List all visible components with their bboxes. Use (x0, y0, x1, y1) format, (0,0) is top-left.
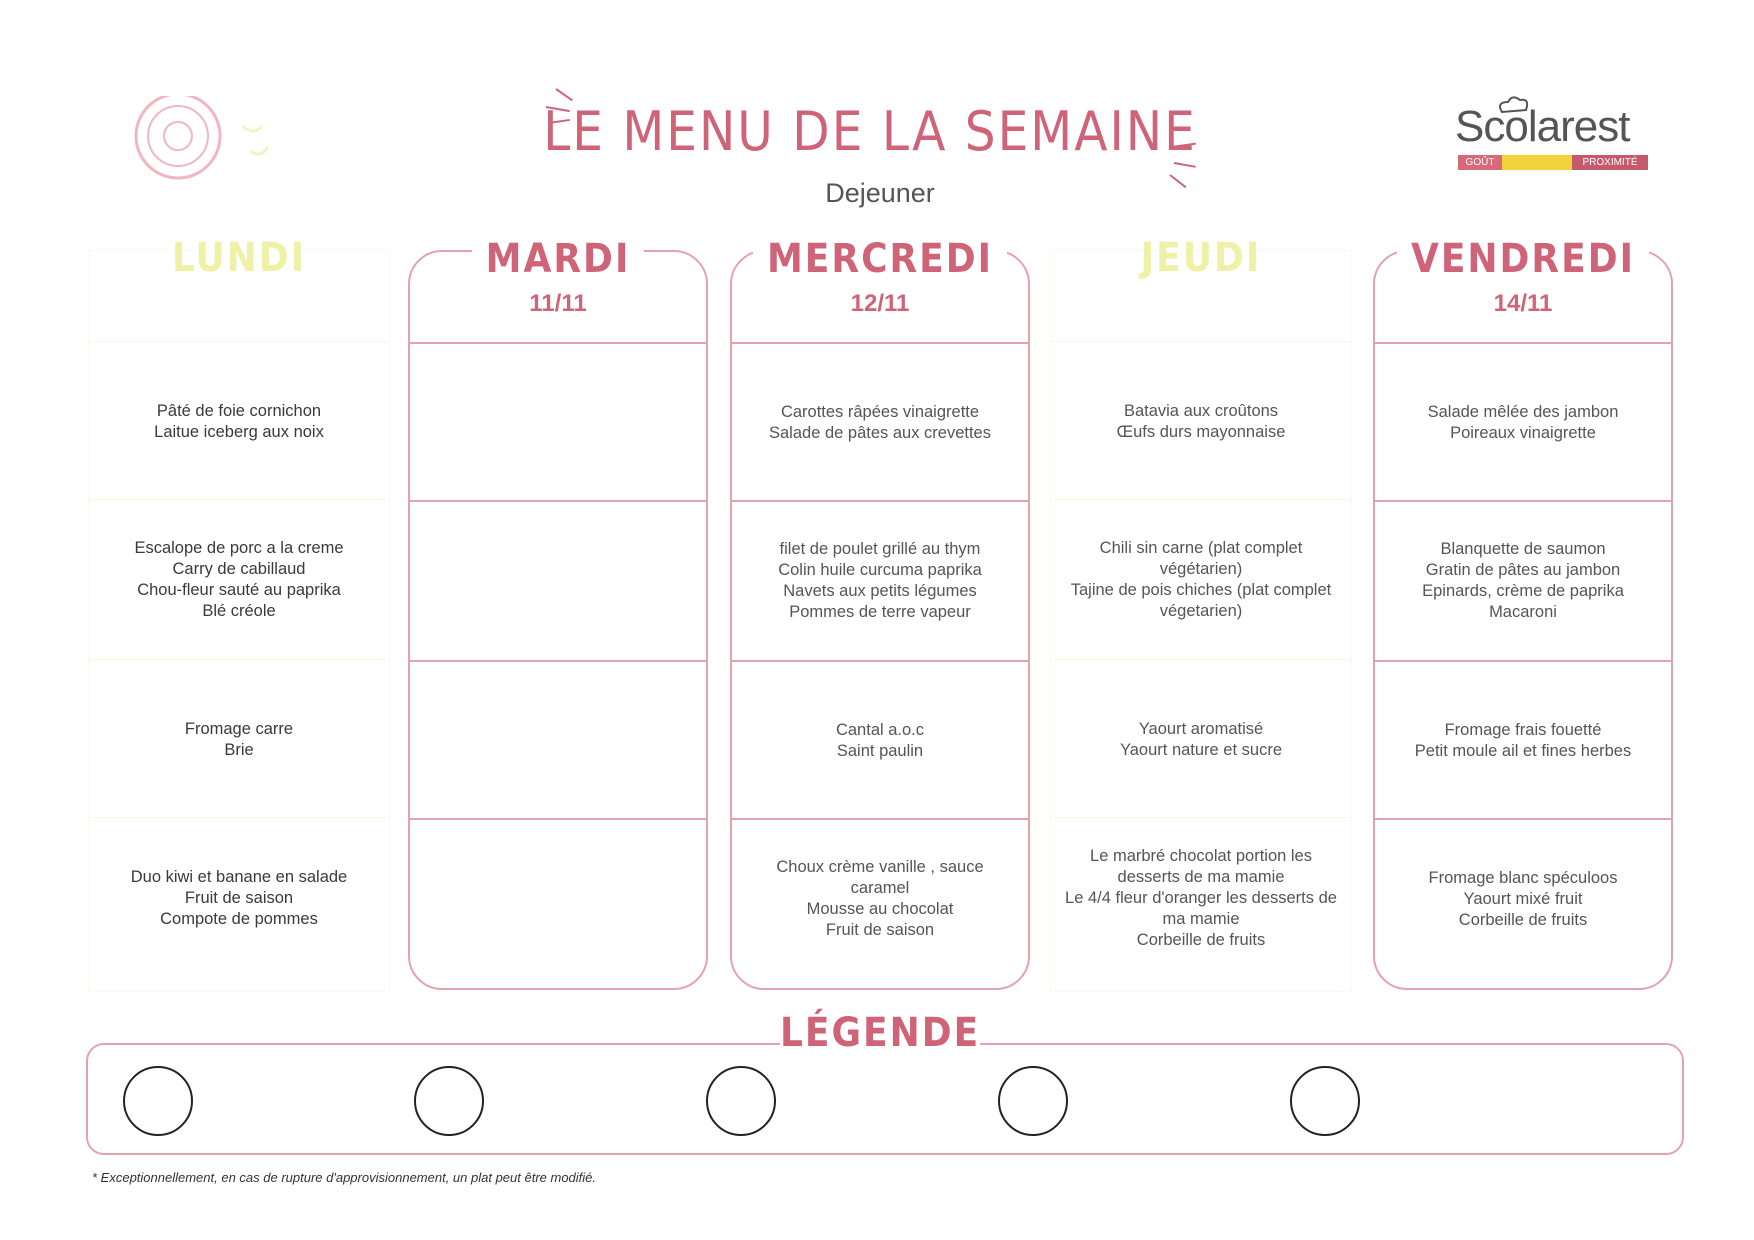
day-name (89, 235, 389, 281)
legend-box (86, 1043, 1684, 1155)
course-cell (1051, 343, 1351, 501)
menu-item: Le 4/4 fleur d'oranger les desserts de ma mamie (1065, 888, 1337, 928)
course-cell (732, 662, 1028, 820)
tagline-3: PROXIMITÉ (1572, 155, 1648, 170)
legend-circle (414, 1066, 484, 1136)
course-cell (732, 820, 1028, 978)
menu-item: Cantal a.o.c (835, 721, 925, 739)
menu-item: Carry de cabillaud (172, 560, 306, 578)
day-column-vendredi (1373, 236, 1673, 990)
legend-title: LÉGENDE (780, 1010, 981, 1056)
row-divider (1051, 341, 1351, 342)
day-name (732, 236, 1028, 282)
menu-item: Pâté de foie cornichon (156, 402, 322, 420)
course-cell (1051, 819, 1351, 977)
menu-item: Gratin de pâtes au jambon (1425, 561, 1621, 579)
tagline-2 (1502, 155, 1572, 170)
footnote: * Exceptionnellement, en cas de rupture d'approvisionnement, un plat peut être modifié. (92, 1170, 597, 1185)
course-cell (1375, 662, 1671, 820)
day-name-label: JEUDI (1140, 235, 1262, 281)
meal-subtitle: Dejeuner (825, 178, 935, 208)
menu-item: Tajine de pois chiches (plat complet végetarien) (1070, 581, 1332, 620)
menu-item: Salade mêlée des jambon (1427, 403, 1619, 421)
menu-item: Yaourt mixé fruit (1463, 889, 1583, 908)
day-column-mercredi (730, 236, 1030, 990)
course-cell (410, 662, 706, 820)
menu-item: Pommes de terre vapeur (789, 603, 971, 621)
menu-item: Fromage blanc spéculoos (1428, 868, 1618, 887)
course-cell (1375, 344, 1671, 502)
day-name-label: VENDREDI (1397, 236, 1649, 282)
menu-item: Epinards, crème de paprika (1422, 582, 1624, 600)
course-cell (89, 661, 389, 819)
menu-item: Œufs durs mayonnaise (1116, 423, 1286, 441)
course-cell (732, 344, 1028, 502)
plate-logo-icon (132, 96, 292, 186)
menu-item: Fromage frais fouetté (1444, 721, 1602, 739)
menu-item: Fruit de saison (184, 888, 294, 907)
menu-item: Chou-fleur sauté au paprika (137, 581, 341, 599)
row-divider (89, 341, 389, 342)
menu-item: Yaourt aromatisé (1138, 720, 1264, 738)
course-cell (1051, 501, 1351, 659)
course-cell (1375, 820, 1671, 978)
menu-item: Navets aux petits légumes (783, 582, 977, 600)
day-date: 12/11 (850, 290, 910, 317)
menu-item: Macaroni (1489, 603, 1557, 621)
tagline-1: GOÛT (1458, 155, 1502, 170)
day-date: 11/11 (529, 290, 587, 317)
day-column-mardi (408, 236, 708, 990)
menu-item: Carottes râpées vinaigrette (780, 403, 980, 421)
course-cell (89, 343, 389, 501)
legend-circle (123, 1066, 193, 1136)
menu-item: Laitue iceberg aux noix (154, 423, 324, 441)
menu-item: Poireaux vinaigrette (1450, 424, 1596, 442)
row-divider (89, 659, 389, 660)
legend-circle (998, 1066, 1068, 1136)
page-title: LE MENU DE LA SEMAINE (543, 100, 1197, 163)
brand-tagline (1458, 155, 1648, 170)
menu-item: Blé créole (202, 602, 276, 620)
menu-item: Compote de pommes (160, 909, 318, 928)
menu-item: Colin huile curcuma paprika (778, 561, 982, 579)
row-divider (1051, 659, 1351, 660)
day-name-label: MERCREDI (753, 236, 1007, 282)
menu-item: Yaourt nature et sucre (1119, 741, 1283, 759)
day-name-label: LUNDI (171, 235, 307, 281)
day-date: 14/11 (1493, 290, 1553, 317)
course-cell (410, 820, 706, 978)
menu-item: Batavia aux croûtons (1123, 402, 1279, 420)
brand-logo: Scolarest (1455, 102, 1630, 151)
day-column-jeudi (1050, 235, 1352, 992)
menu-item: Brie (224, 741, 254, 759)
day-name-label: MARDI (472, 236, 645, 282)
menu-item: Duo kiwi et banane en salade (130, 867, 348, 886)
course-cell (89, 819, 389, 977)
menu-item: filet de poulet grillé au thym (779, 540, 981, 558)
day-column-lundi (88, 235, 390, 992)
menu-item: Choux crème vanille , sauce caramel (776, 858, 984, 897)
legend-circle (1290, 1066, 1360, 1136)
menu-item: Mousse au chocolat (806, 900, 954, 918)
menu-item: Petit moule ail et fines herbes (1414, 742, 1632, 760)
day-name (410, 236, 706, 282)
menu-item: Blanquette de saumon (1440, 540, 1606, 558)
course-cell (1375, 502, 1671, 660)
day-name (1051, 235, 1351, 281)
menu-item: Salade de pâtes aux crevettes (769, 424, 991, 442)
day-name (1375, 236, 1671, 282)
menu-item: Saint paulin (836, 742, 924, 760)
menu-item: Fruit de saison (825, 921, 935, 939)
course-cell (732, 502, 1028, 660)
menu-item: Fromage carre (184, 720, 294, 738)
menu-item: Le marbré chocolat portion les desserts de ma mamie (1090, 846, 1312, 886)
menu-item: Chili sin carne (plat complet végétarien) (1099, 539, 1303, 578)
menu-item: Escalope de porc a la creme (134, 539, 344, 557)
menu-item: Corbeille de fruits (1136, 930, 1266, 949)
course-cell (89, 501, 389, 659)
course-cell (1051, 661, 1351, 819)
legend-circle (706, 1066, 776, 1136)
menu-item: Corbeille de fruits (1458, 910, 1588, 929)
course-cell (410, 344, 706, 502)
course-cell (410, 502, 706, 660)
